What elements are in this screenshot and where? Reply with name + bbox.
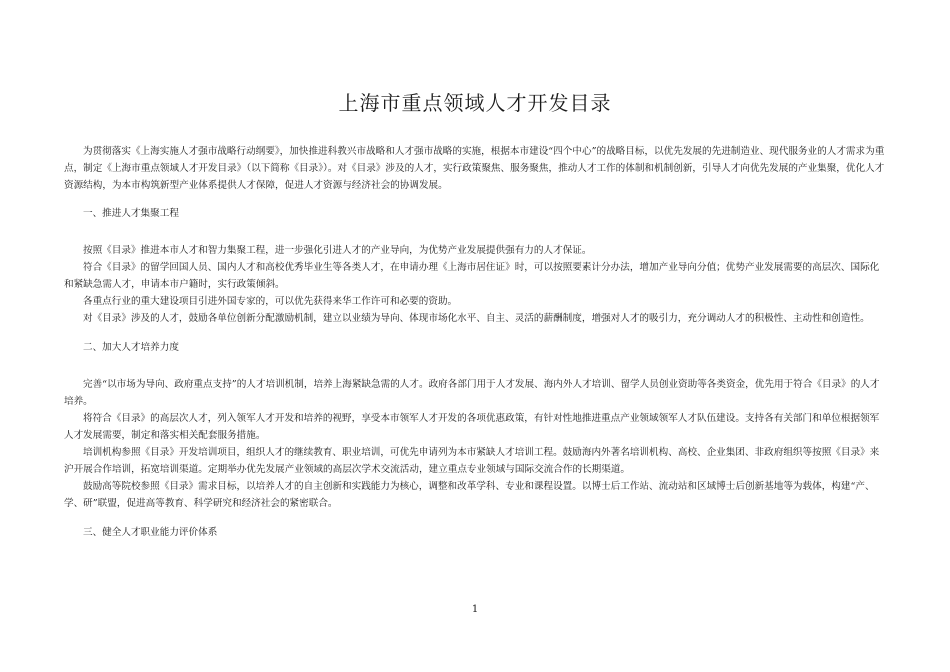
section-heading-1: 一、推进人才集聚工程 <box>83 208 179 219</box>
document-title: 上海市重点领域人才开发目录 <box>338 91 612 115</box>
section-2-paragraph-2: 将符合《目录》的高层次人才，列入领军人才开发和培养的视野，享受本市领军人才开发的各项优惠政策，有针对性地推进重点产业领域领军人才队伍建设。支持各有关部门和单位根据领军人才发展需要，制定和落实相关配套服务措施。 <box>64 413 880 441</box>
page-number: 1 <box>471 604 479 615</box>
section-1-paragraph-2: 符合《目录》的留学回国人员、国内人才和高校优秀毕业生等各类人才，在申请办理《上海市居住证》时，可以按照要素计分办法，增加产业导向分值；优势产业发展需要的高层次、国际化和紧缺急需人才，申请本市户籍时，实行政策倾斜。 <box>64 262 880 290</box>
section-2-paragraph-3: 培训机构参照《目录》开发培训项目，组织人才的继续教育、职业培训，可优先申请列为本市紧缺人才培训工程。鼓励海内外著名培训机构、高校、企业集团、非政府组织等按照《目录》来沪开展合作培训，拓宽培训渠道。定期举办优先发展产业领域的高层次学术交流活动，建立重点专业领域与国际交流合作的长期渠道。 <box>64 447 880 475</box>
section-1-paragraph-4: 对《目录》涉及的人才，鼓励各单位创新分配激励机制，建立以业绩为导向、体现市场化水平、自主、灵活的薪酬制度，增强对人才的吸引力，充分调动人才的积极性、主动性和创造性。 <box>83 313 870 324</box>
section-2-paragraph-1: 完善“以市场为导向、政府重点支持”的人才培训机制，培养上海紧缺急需的人才。政府各部门用于人才发展、海内外人才培训、留学人员创业资助等各类资金，优先用于符合《目录》的人才培养。 <box>64 379 880 407</box>
section-heading-3: 三、健全人才职业能力评价体系 <box>83 527 218 538</box>
document-body <box>64 143 886 561</box>
section-heading-2: 二、加大人才培养力度 <box>83 342 179 353</box>
intro-paragraph: 为贯彻落实《上海实施人才强市战略行动纲要》，加快推进科教兴市战略和人才强市战略的实施，根据本市建设“四个中心”的战略目标，以优先发展的先进制造业、现代服务业的人才需求为重点，制定《上海市重点领域人才开发目录》（以下简称《目录》）。对《目录》涉及的人才，实行政策聚焦、服务聚焦，推动人才工作的体制和机制创新，引导人才向优先发展的产业集聚，优化人才资源结构，为本市构筑新型产业体系提供人才保障，促进人才资源与经济社会的协调发展。 <box>64 146 885 191</box>
section-1-paragraph-1: 按照《目录》推进本市人才和智力集聚工程，进一步强化引进人才的产业导向，为优势产业发展提供强有力的人才保证。 <box>83 245 592 256</box>
section-1-paragraph-3: 各重点行业的重大建设项目引进外国专家的，可以优先获得来华工作许可和必要的资助。 <box>83 296 458 307</box>
section-2-paragraph-4: 鼓励高等院校参照《目录》需求目标，以培养人才的自主创新和实践能力为核心，调整和改革学科、专业和课程设置。以博士后工作站、流动站和区域博士后创新基地等为载体，构建“产、学、研”联盟，促进高等教育、科学研究和经济社会的紧密联合。 <box>64 481 875 509</box>
